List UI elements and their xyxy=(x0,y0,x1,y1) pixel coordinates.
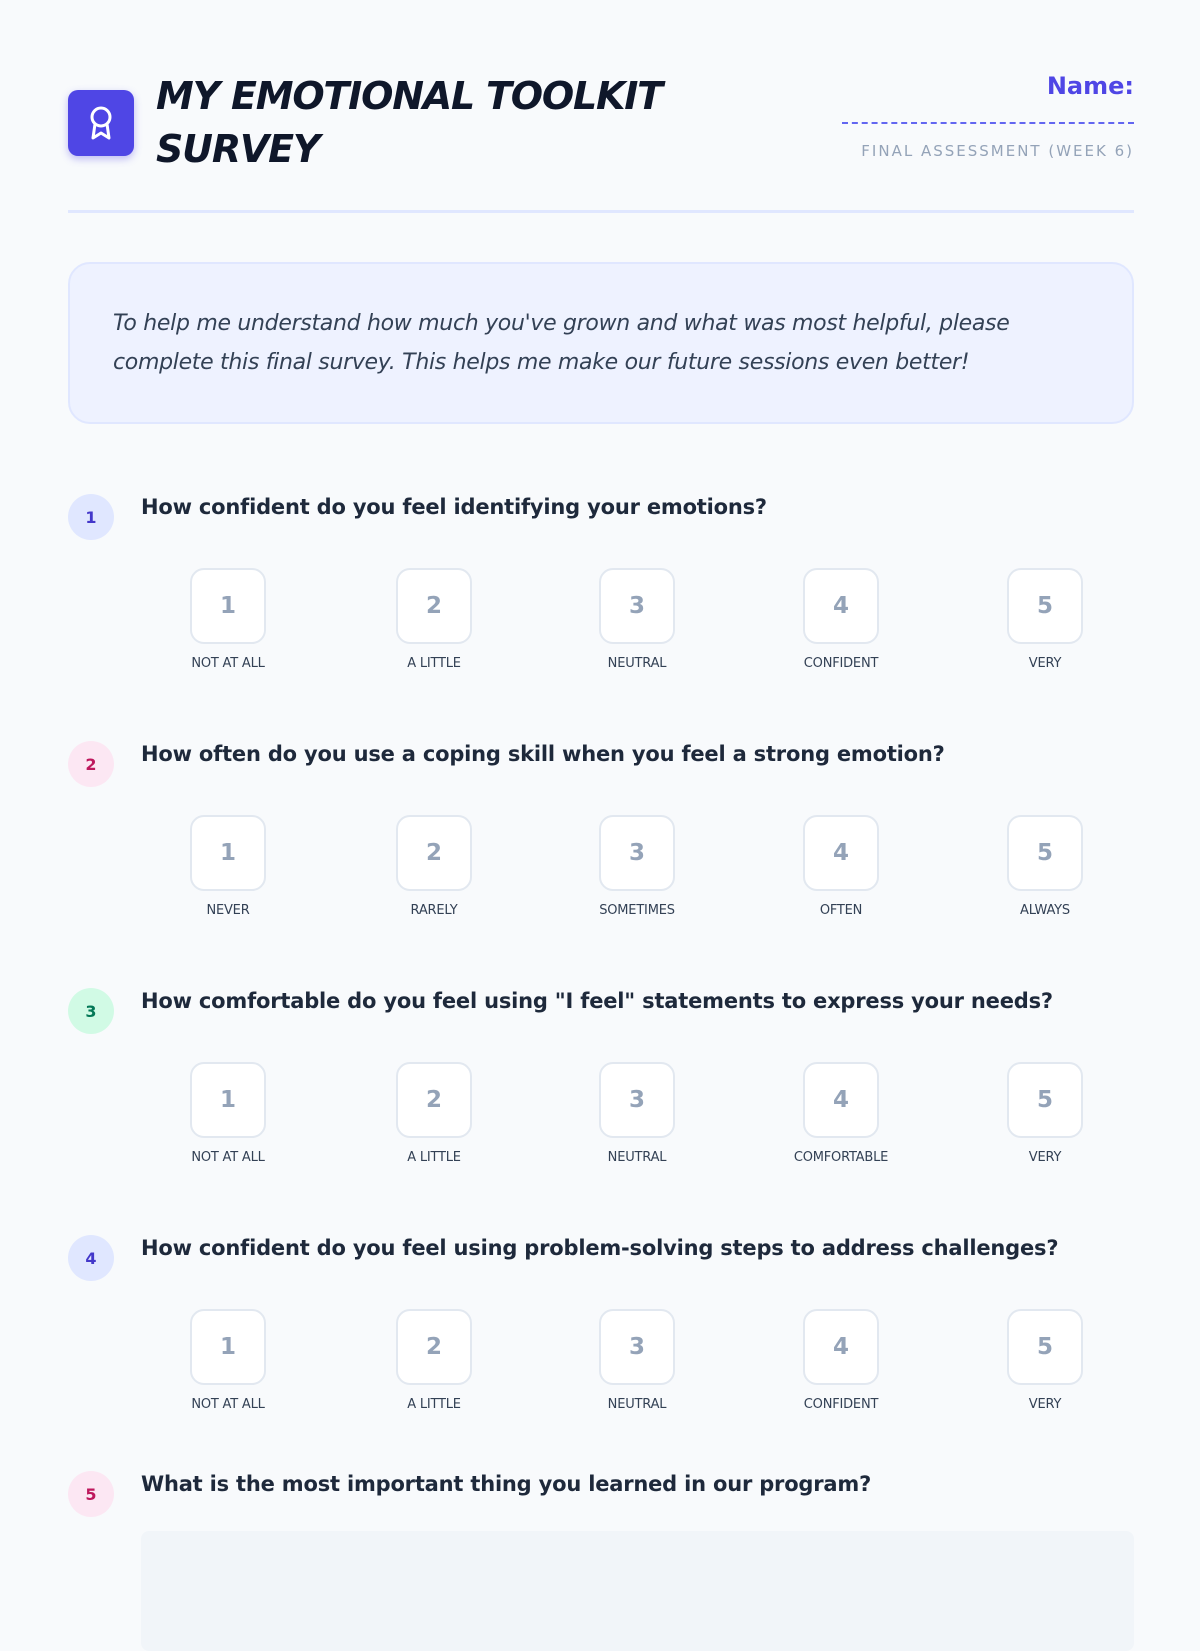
rating-option[interactable] xyxy=(354,1309,514,1412)
question-number-badge: 4 xyxy=(68,1235,114,1281)
rating-scale xyxy=(68,568,1134,678)
rating-option[interactable] xyxy=(965,1062,1125,1165)
rating-option[interactable] xyxy=(148,1309,308,1412)
rating-option[interactable] xyxy=(761,1309,921,1412)
rating-scale xyxy=(68,1062,1134,1172)
rating-label: VERY xyxy=(1028,656,1062,671)
rating-label: NEUTRAL xyxy=(607,656,667,671)
rating-option[interactable] xyxy=(761,1062,921,1165)
question-number-badge: 1 xyxy=(68,494,114,540)
survey-page xyxy=(68,0,1134,1504)
rating-box[interactable]: 2 xyxy=(396,568,472,644)
question-text: How often do you use a coping skill when you feel a strong emotion? xyxy=(141,742,945,766)
question-text: How confident do you feel identifying your emotions? xyxy=(141,495,767,519)
rating-box[interactable]: 2 xyxy=(396,815,472,891)
rating-option[interactable] xyxy=(557,1062,717,1165)
rating-option[interactable] xyxy=(761,815,921,918)
rating-scale xyxy=(68,815,1134,925)
rating-option[interactable] xyxy=(965,815,1125,918)
rating-option[interactable] xyxy=(354,815,514,918)
rating-box[interactable]: 3 xyxy=(599,815,675,891)
rating-option[interactable] xyxy=(557,815,717,918)
rating-option[interactable] xyxy=(354,568,514,671)
rating-box[interactable]: 2 xyxy=(396,1309,472,1385)
rating-box[interactable]: 4 xyxy=(803,1062,879,1138)
rating-option[interactable] xyxy=(148,815,308,918)
open-answer-textarea[interactable] xyxy=(141,1531,1134,1651)
rating-box[interactable]: 2 xyxy=(396,1062,472,1138)
rating-label: CONFIDENT xyxy=(803,1397,879,1412)
rating-option[interactable] xyxy=(761,568,921,671)
ribbon-badge-icon xyxy=(68,90,134,156)
rating-box[interactable]: 5 xyxy=(1007,568,1083,644)
rating-label: NEVER xyxy=(206,903,250,918)
rating-option[interactable] xyxy=(354,1062,514,1165)
rating-label: NEUTRAL xyxy=(607,1397,667,1412)
intro-text: To help me understand how much you've grown and what was most helpful, please complete this final survey. This helps me make our future sessions even better! xyxy=(113,311,1010,375)
rating-label: NOT AT ALL xyxy=(191,656,265,671)
rating-box[interactable]: 1 xyxy=(190,1309,266,1385)
question-text: How confident do you feel using problem-solving steps to address challenges? xyxy=(141,1236,1059,1260)
rating-label: RARELY xyxy=(410,903,458,918)
rating-option[interactable] xyxy=(557,1309,717,1412)
rating-label: CONFIDENT xyxy=(803,656,879,671)
rating-box[interactable]: 3 xyxy=(599,1309,675,1385)
assessment-subtitle: FINAL ASSESSMENT (WEEK 6) xyxy=(861,142,1134,160)
rating-box[interactable]: 3 xyxy=(599,1062,675,1138)
name-block xyxy=(842,70,1134,160)
rating-label: NEUTRAL xyxy=(607,1150,667,1165)
rating-label: A LITTLE xyxy=(407,656,461,671)
rating-label: VERY xyxy=(1028,1150,1062,1165)
question-text: What is the most important thing you learned in our program? xyxy=(141,1472,872,1496)
rating-box[interactable]: 4 xyxy=(803,568,879,644)
page-title: MY EMOTIONAL TOOLKIT SURVEY xyxy=(156,74,662,171)
rating-option[interactable] xyxy=(557,568,717,671)
rating-box[interactable]: 3 xyxy=(599,568,675,644)
rating-label: SOMETIMES xyxy=(599,903,675,918)
rating-box[interactable]: 4 xyxy=(803,815,879,891)
rating-label: VERY xyxy=(1028,1397,1062,1412)
intro-box xyxy=(68,262,1134,424)
rating-label: A LITTLE xyxy=(407,1397,461,1412)
rating-box[interactable]: 4 xyxy=(803,1309,879,1385)
rating-label: ALWAYS xyxy=(1020,903,1070,918)
header xyxy=(68,0,1134,213)
rating-label: NOT AT ALL xyxy=(191,1397,265,1412)
rating-option[interactable] xyxy=(148,568,308,671)
name-label: Name: xyxy=(1046,72,1134,100)
question-number-badge: 2 xyxy=(68,741,114,787)
rating-label: A LITTLE xyxy=(407,1150,461,1165)
rating-box[interactable]: 5 xyxy=(1007,1309,1083,1385)
rating-label: COMFORTABLE xyxy=(793,1150,889,1165)
rating-label: NOT AT ALL xyxy=(191,1150,265,1165)
rating-option[interactable] xyxy=(148,1062,308,1165)
rating-box[interactable]: 5 xyxy=(1007,1062,1083,1138)
rating-scale xyxy=(68,1309,1134,1419)
rating-box[interactable]: 1 xyxy=(190,815,266,891)
rating-box[interactable]: 5 xyxy=(1007,815,1083,891)
name-field[interactable] xyxy=(842,122,1134,124)
rating-label: OFTEN xyxy=(819,903,863,918)
rating-option[interactable] xyxy=(965,568,1125,671)
question-text: How comfortable do you feel using "I feel" statements to express your needs? xyxy=(141,989,1053,1013)
question-number-badge: 3 xyxy=(68,988,114,1034)
rating-box[interactable]: 1 xyxy=(190,1062,266,1138)
rating-box[interactable]: 1 xyxy=(190,568,266,644)
rating-option[interactable] xyxy=(965,1309,1125,1412)
question-number-badge: 5 xyxy=(68,1471,114,1517)
